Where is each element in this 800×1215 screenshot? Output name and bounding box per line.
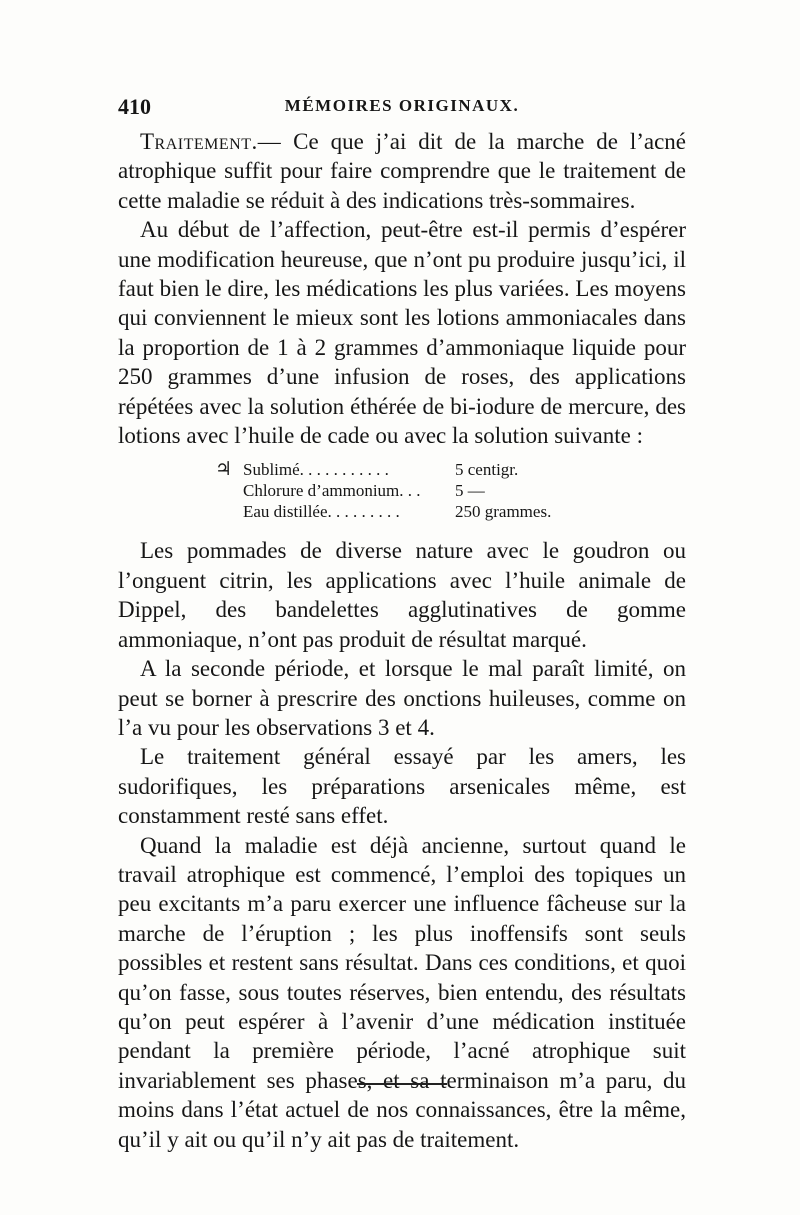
paragraph-general-treatment — [118, 742, 686, 830]
paragraph-text: Le traitement général essayé par les amers, les sudorifiques, les préparations arsenicales même, est constamment resté sans effet. — [118, 744, 686, 829]
page-header — [118, 94, 686, 124]
formula-row — [118, 459, 686, 480]
section-divider — [357, 1083, 447, 1085]
formula-quantity: 5 — — [455, 481, 485, 501]
paragraph-text: Au début de l’affection, peut-être est-il permis d’espérer une modification heureuse, que n’ont pu produire jusqu’ici, il faut bien le dire, les médications les plus variées. Les moyens qui conviennent le mieux sont les lotions ammoniacales dans la proportion de 1 à 2 grammes d’ammoniaque liquide pour 250 grammes d’une infusion de roses, des applications répétées avec la solution éthérée de bi-iodure de mercure, des lotions avec l’huile de cade ou avec la solution suivante : — [118, 217, 686, 449]
prescription-formula — [118, 459, 686, 522]
paragraph-ointments — [118, 536, 686, 654]
paragraph-early-stage — [118, 215, 686, 450]
formula-ingredient: Eau distillée. . . . . . . . . — [243, 502, 400, 522]
paragraph-text: A la seconde période, et lorsque le mal paraît limité, on peut se borner à prescrire des onctions huileuses, comme on l’a vu pour les observations 3 et 4. — [118, 656, 686, 740]
page-number: 410 — [118, 94, 151, 119]
section-lead: Traitement.— — [140, 129, 282, 154]
paragraph-text: Les pommades de diverse nature avec le goudron ou l’onguent citrin, les applications avec l’huile animale de Dippel, des bandelettes agglutinatives de gomme ammoniaque, n’ont pas produit de résultat marqué. — [118, 538, 686, 652]
paragraph-second-stage — [118, 654, 686, 742]
body-text — [118, 127, 686, 1154]
formula-quantity: 5 centigr. — [455, 460, 519, 480]
formula-row — [118, 480, 686, 501]
paragraph-text: Ce que j’ai dit de la marche de l’acné atrophique suffit pour faire comprendre que le traitement de cette maladie se réduit à des indications très-sommaires. — [118, 129, 686, 213]
formula-ingredient: Sublimé. . . . . . . . . . . — [243, 460, 389, 480]
paragraph-treatment — [118, 127, 686, 215]
running-head: MÉMOIRES ORIGINAUX. — [284, 96, 520, 115]
formula-ingredient: Chlorure d’ammonium. . . — [243, 481, 421, 501]
formula-row — [118, 501, 686, 522]
formula-quantity: 250 grammes. — [455, 502, 552, 522]
paragraph-text: Quand la maladie est déjà ancienne, surtout quand le travail atrophique est commencé, l’emploi des topiques un peu excitants m’a paru exercer une influence fâcheuse sur la marche de l’éruption ; les plus inoffensifs sont seuls possibles et restent sans résultat. Dans ces conditions, et quoi qu’on fasse, sous toutes réserves, bien entendu, des résultats qu’on peut espérer à l’avenir d’une médication instituée pendant la première période, l’acné atrophique suit invariablement ses phases, et sa terminaison m’a paru, du moins dans l’état actuel de nos connaissances, être la même, qu’il y ait ou qu’il n’y ait pas de traitement. — [118, 832, 686, 1152]
recipe-symbol-icon: ♃ — [215, 459, 233, 481]
paragraph-advanced-stage — [118, 831, 686, 1154]
